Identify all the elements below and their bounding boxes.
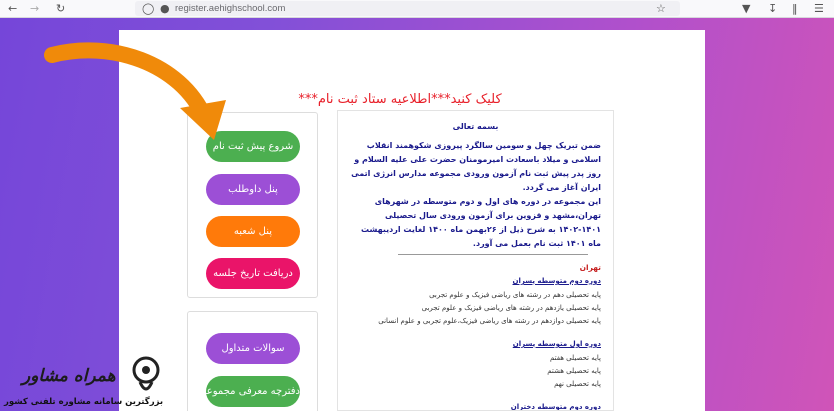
info-button-panel bbox=[187, 311, 318, 411]
start-preregistration-button[interactable]: شروع پیش ثبت نام bbox=[206, 131, 300, 162]
section-divider bbox=[398, 254, 588, 255]
bookmark-star-icon[interactable]: ☆ bbox=[656, 2, 666, 15]
library-icon[interactable]: ‖ bbox=[792, 2, 798, 15]
list-item: پایه تحصیلی یازدهم در رشته های ریاضی فیزیک و علوم تجربی bbox=[421, 304, 601, 312]
url-text[interactable]: register.aehighschool.com bbox=[175, 3, 286, 14]
watermark-title: همراه مشاور bbox=[22, 366, 116, 386]
announcement-title: بسمه تعالی bbox=[452, 122, 499, 131]
branch-panel-button[interactable]: پنل شعبه bbox=[206, 216, 300, 247]
list-item: پایه تحصیلی نهم bbox=[554, 380, 601, 388]
shield-icon[interactable]: ◯ bbox=[142, 2, 155, 15]
menu-icon[interactable]: ☰ bbox=[814, 2, 824, 15]
pocket-icon[interactable]: ▼ bbox=[742, 2, 751, 15]
list-item: پایه تحصیلی دهم در رشته های ریاضی فیزیک و علوم تجربی bbox=[429, 291, 601, 299]
forward-arrow-icon[interactable]: → bbox=[30, 2, 40, 15]
announcement-paragraph-2: این مجموعه در دوره های اول و دوم متوسطه در شهرهای تهران،مشهد و قزوین برای آزمون ورودی سال تحصیلی ۱۴۰۱-۱۴۰۲ به شرح ذیل از ۲۶بهمن ماه ۱۴۰۰ لغایت اردیبهشت ماه ۱۴۰۱ ثبت نام بعمل می آورد. bbox=[361, 197, 601, 248]
list-item: پایه تحصیلی دوازدهم در رشته های ریاضی فیزیک،علوم تجربی و علوم انسانی bbox=[378, 317, 601, 325]
list-item: پایه تحصیلی هفتم bbox=[549, 354, 601, 362]
announcement-headline-link[interactable]: کلیک کنید***اطلاعیه ستاد ثبت نام*** bbox=[298, 92, 502, 107]
lock-icon[interactable]: ● bbox=[160, 2, 170, 15]
section-heading: دوره دوم متوسطه پسران bbox=[512, 277, 601, 285]
announcement-panel bbox=[337, 110, 614, 411]
brochure-button[interactable]: دفترچه معرفی مجموعه bbox=[206, 376, 300, 407]
section-heading: دوره اول متوسطه پسران bbox=[512, 340, 601, 348]
watermark-subtitle: بزرگترین سامانه مشاوره تلفنی کشور bbox=[4, 397, 164, 407]
faq-button[interactable]: سوالات متداول bbox=[206, 333, 300, 364]
reload-icon[interactable]: ↻ bbox=[56, 2, 66, 15]
announcement-paragraph-1: ضمن تبریک چهل و سومین سالگرد پیروزی شکوهمند انقلاب اسلامی و میلاد باسعادت امیرمومنان حضرت علی علیه السلام و روز پدر پیش ثبت نام آزمون ورودی مجموعه مدارس انرژی اتمی ایران آغاز می گردد. bbox=[351, 141, 601, 192]
registration-button-panel bbox=[187, 112, 318, 298]
section-heading: دوره دوم متوسطه دختران bbox=[510, 403, 601, 411]
downloads-icon[interactable]: ↧ bbox=[768, 2, 778, 15]
city-heading: تهران bbox=[579, 263, 601, 272]
browser-toolbar bbox=[0, 0, 834, 18]
address-bar[interactable] bbox=[135, 1, 680, 16]
watermark-logo-icon bbox=[130, 356, 162, 398]
get-session-date-button[interactable]: دریافت تاریخ جلسه bbox=[206, 258, 300, 289]
list-item: پایه تحصیلی هشتم bbox=[547, 367, 601, 375]
applicant-panel-button[interactable]: پنل داوطلب bbox=[206, 174, 300, 205]
back-arrow-icon[interactable]: ← bbox=[8, 2, 18, 15]
